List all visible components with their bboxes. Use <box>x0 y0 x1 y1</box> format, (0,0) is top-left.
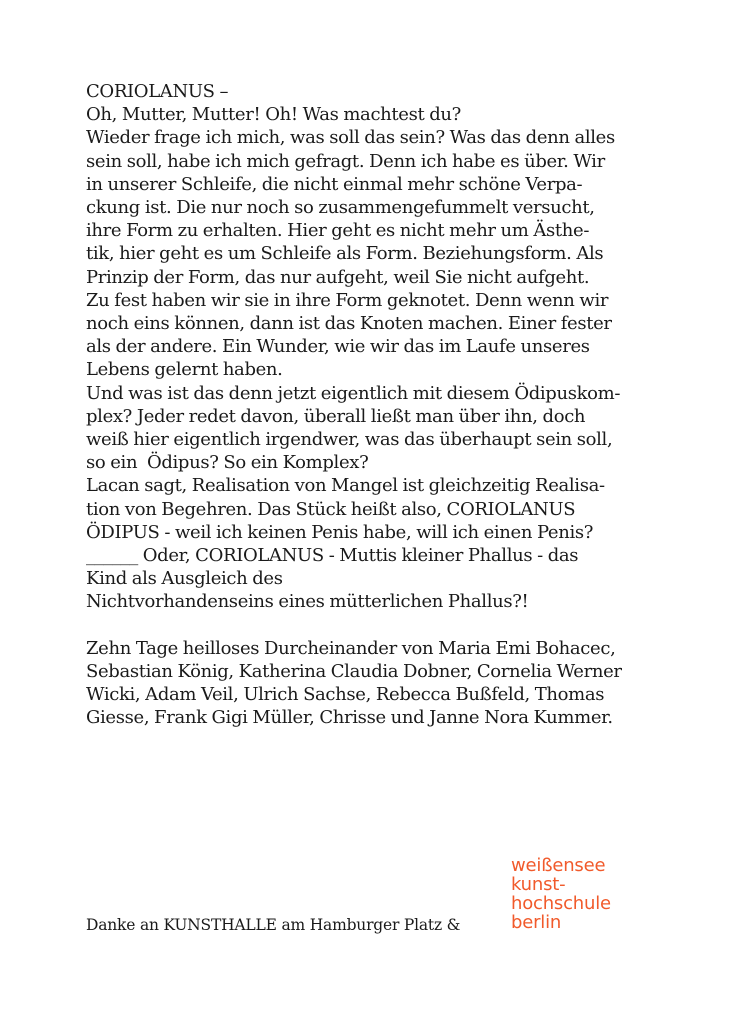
logo-line: berlin <box>511 912 562 933</box>
paragraph-gap <box>86 614 686 637</box>
text-line: weiß hier eigentlich irgendwer, was das überhaupt sein soll, <box>86 429 613 451</box>
text-line: plex? Jeder redet davon, überall ließt man über ihn, doch <box>86 405 586 427</box>
logo-line: hochschule <box>511 893 611 914</box>
main-text <box>86 80 686 730</box>
text-line: Lebens gelernt haben. <box>86 359 283 381</box>
text-line: CORIOLANUS – <box>86 81 229 102</box>
logo-line: kunst- <box>511 874 566 895</box>
text-line: ______ Oder, CORIOLANUS - Muttis kleiner Phallus - das <box>86 545 579 567</box>
text-line: Prinzip der Form, das nur aufgeht, weil Sie nicht aufgeht. <box>86 266 590 288</box>
text-line: Und was ist das denn jetzt eigentlich mit diesem Ödipuskom- <box>86 382 621 404</box>
text-line: tik, hier geht es um Schleife als Form. Beziehungsform. Als <box>86 243 604 265</box>
credits-line: Sebastian König, Katherina Claudia Dobner, Cornelia Werner <box>86 661 622 683</box>
credits-line: Zehn Tage heilloses Durcheinander von Maria Emi Bohacec, <box>86 637 616 659</box>
text-line: so ein Ödipus? So ein Komplex? <box>86 452 369 474</box>
credits-line: Wicki, Adam Veil, Ulrich Sachse, Rebecca Bußfeld, Thomas <box>86 684 605 706</box>
text-line: Nichtvorhandenseins eines mütterlichen Phallus?! <box>86 591 529 613</box>
text-line: tion von Begehren. Das Stück heißt also, CORIOLANUS <box>86 498 576 520</box>
text-line: in unserer Schleife, die nicht einmal mehr schöne Verpa- <box>86 173 583 195</box>
text-line: Zu fest haben wir sie in ihre Form geknotet. Denn wenn wir <box>86 289 609 311</box>
text-line: ihre Form zu erhalten. Hier geht es nicht mehr um Ästhe- <box>86 220 590 242</box>
text-line: ckung ist. Die nur noch so zusammengefummelt versucht, <box>86 197 595 219</box>
thanks-line: Danke an KUNSTHALLE am Hamburger Platz & <box>86 916 461 934</box>
weissensee-logo <box>511 856 611 932</box>
credits-line: Giesse, Frank Gigi Müller, Chrisse und Janne Nora Kummer. <box>86 707 613 729</box>
text-line: Wieder frage ich mich, was soll das sein? Was das denn alles <box>86 127 615 149</box>
logo-line: weißensee <box>511 855 606 876</box>
text-line: noch eins können, dann ist das Knoten machen. Einer fester <box>86 313 612 335</box>
text-line: ÖDIPUS - weil ich keinen Penis habe, will ich einen Penis? <box>86 521 594 543</box>
text-line: Lacan sagt, Realisation von Mangel ist gleichzeitig Realisa- <box>86 475 605 497</box>
text-line: als der andere. Ein Wunder, wie wir das im Laufe unseres <box>86 336 590 358</box>
text-line: Oh, Mutter, Mutter! Oh! Was machtest du? <box>86 104 461 126</box>
text-line: sein soll, habe ich mich gefragt. Denn ich habe es über. Wir <box>86 150 605 172</box>
text-line: Kind als Ausgleich des <box>86 568 283 590</box>
